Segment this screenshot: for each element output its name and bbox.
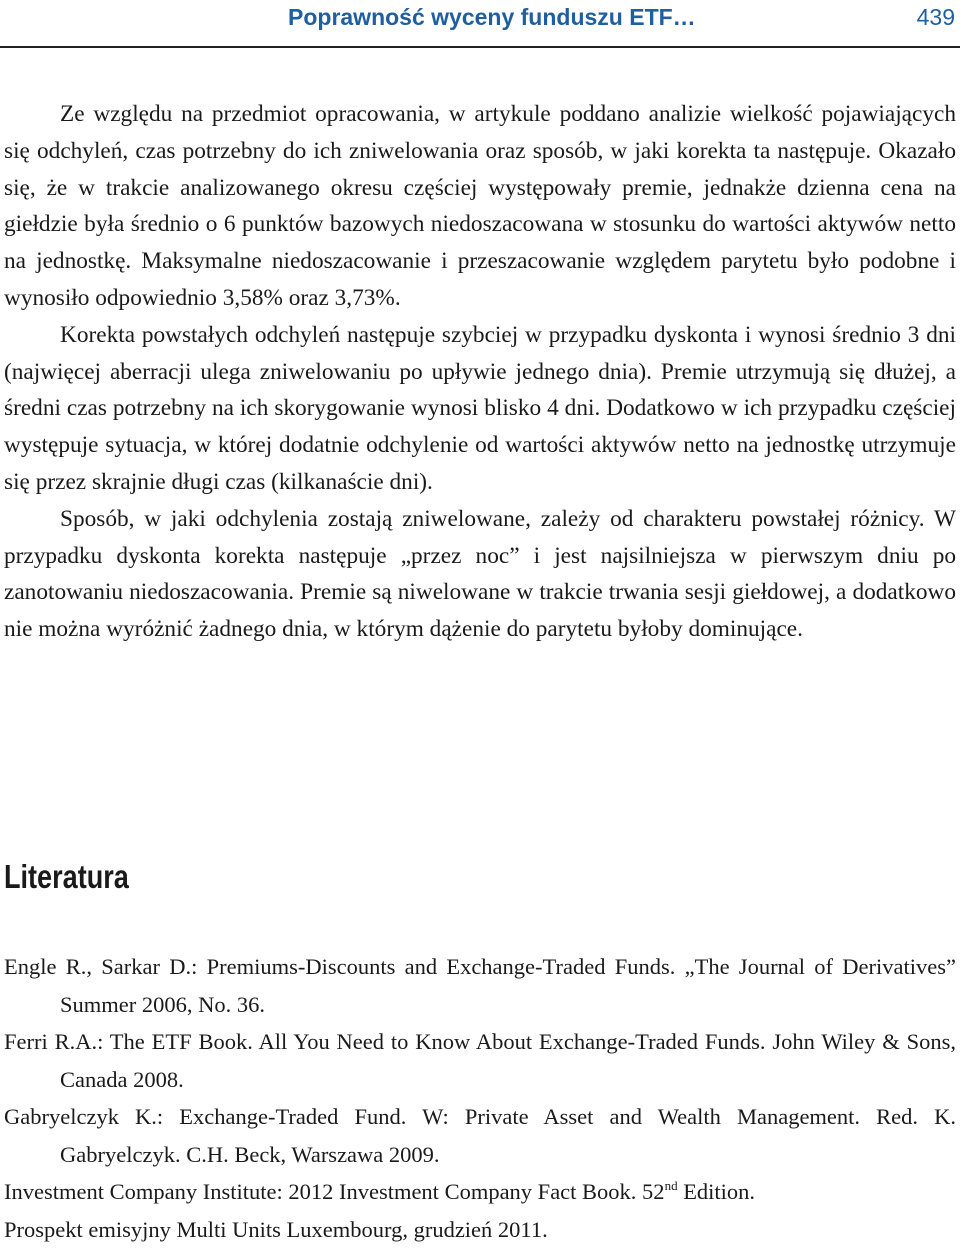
page-header [0, 0, 960, 48]
running-title: Poprawność wyceny funduszu ETF… [288, 4, 696, 31]
reference-item: Engle R., Sarkar D.: Premiums-Discounts and Exchange-Traded Funds. „The Journal of Derivatives” Summer 2006, No. 36. [4, 948, 956, 1023]
paragraph: Sposób, w jaki odchylenia zostają zniwelowane, zależy od charakteru powstałej różnicy. W przypadku dyskonta korekta następuje „przez noc” i jest najsilniejsza w pierwszym dniu po zanotowaniu niedoszacowania. Premie są niwelowane w trakcie trwania sesji giełdowej, a dodatkowo nie można wyróżnić żadnego dnia, w którym dążenie do parytetu byłoby dominujące. [4, 501, 956, 648]
reference-text: Investment Company Institute: 2012 Investment Company Fact Book. 52 [4, 1179, 665, 1204]
reference-item: Ferri R.A.: The ETF Book. All You Need to Know About Exchange-Traded Funds. John Wiley & Sons, Canada 2008. [4, 1023, 956, 1098]
header-rule [0, 46, 960, 48]
paragraph: Korekta powstałych odchyleń następuje szybciej w przypadku dyskonta i wynosi średnio 3 dni (najwięcej aberracji ulega zniwelowaniu po upływie jednego dnia). Premie utrzymują się dłużej, a średni czas potrzebny na ich skorygowanie wynosi blisko 4 dni. Dodatkowo w ich przypadku częściej występuje sytuacja, w której dodatnie odchylenie od wartości aktywów netto na jednostkę utrzymuje się przez skrajnie długi czas (kilkanaście dni). [4, 317, 956, 501]
paragraph: Ze względu na przedmiot opracowania, w artykule poddano analizie wielkość pojawiających się odchyleń, czas potrzebny do ich zniwelowania oraz sposób, w jaki korekta ta następuje. Okazało się, że w trakcie analizowanego okresu częściej występowały premie, jednakże dzienna cena na giełdzie była średnio o 6 punktów bazowych niedoszacowana w stosunku do wartości aktywów netto na jednostkę. Maksymalne niedoszacowanie i przeszacowanie względem parytetu było podobne i wynosiło odpowiednio 3,58% oraz 3,73%. [4, 96, 956, 317]
reference-item: Gabryelczyk K.: Exchange-Traded Fund. W: Private Asset and Wealth Management. Red. K. Gabryelczyk. C.H. Beck, Warszawa 2009. [4, 1098, 956, 1173]
section-heading: Literatura [4, 858, 129, 896]
page-number: 439 [917, 4, 955, 31]
body-text [4, 96, 956, 648]
reference-item: Prospekt emisyjny Multi Units Luxembourg, grudzień 2011. [4, 1211, 956, 1248]
reference-list [4, 948, 956, 1248]
reference-text: Edition. [678, 1179, 756, 1204]
superscript: nd [665, 1178, 678, 1193]
reference-item [4, 1173, 956, 1211]
